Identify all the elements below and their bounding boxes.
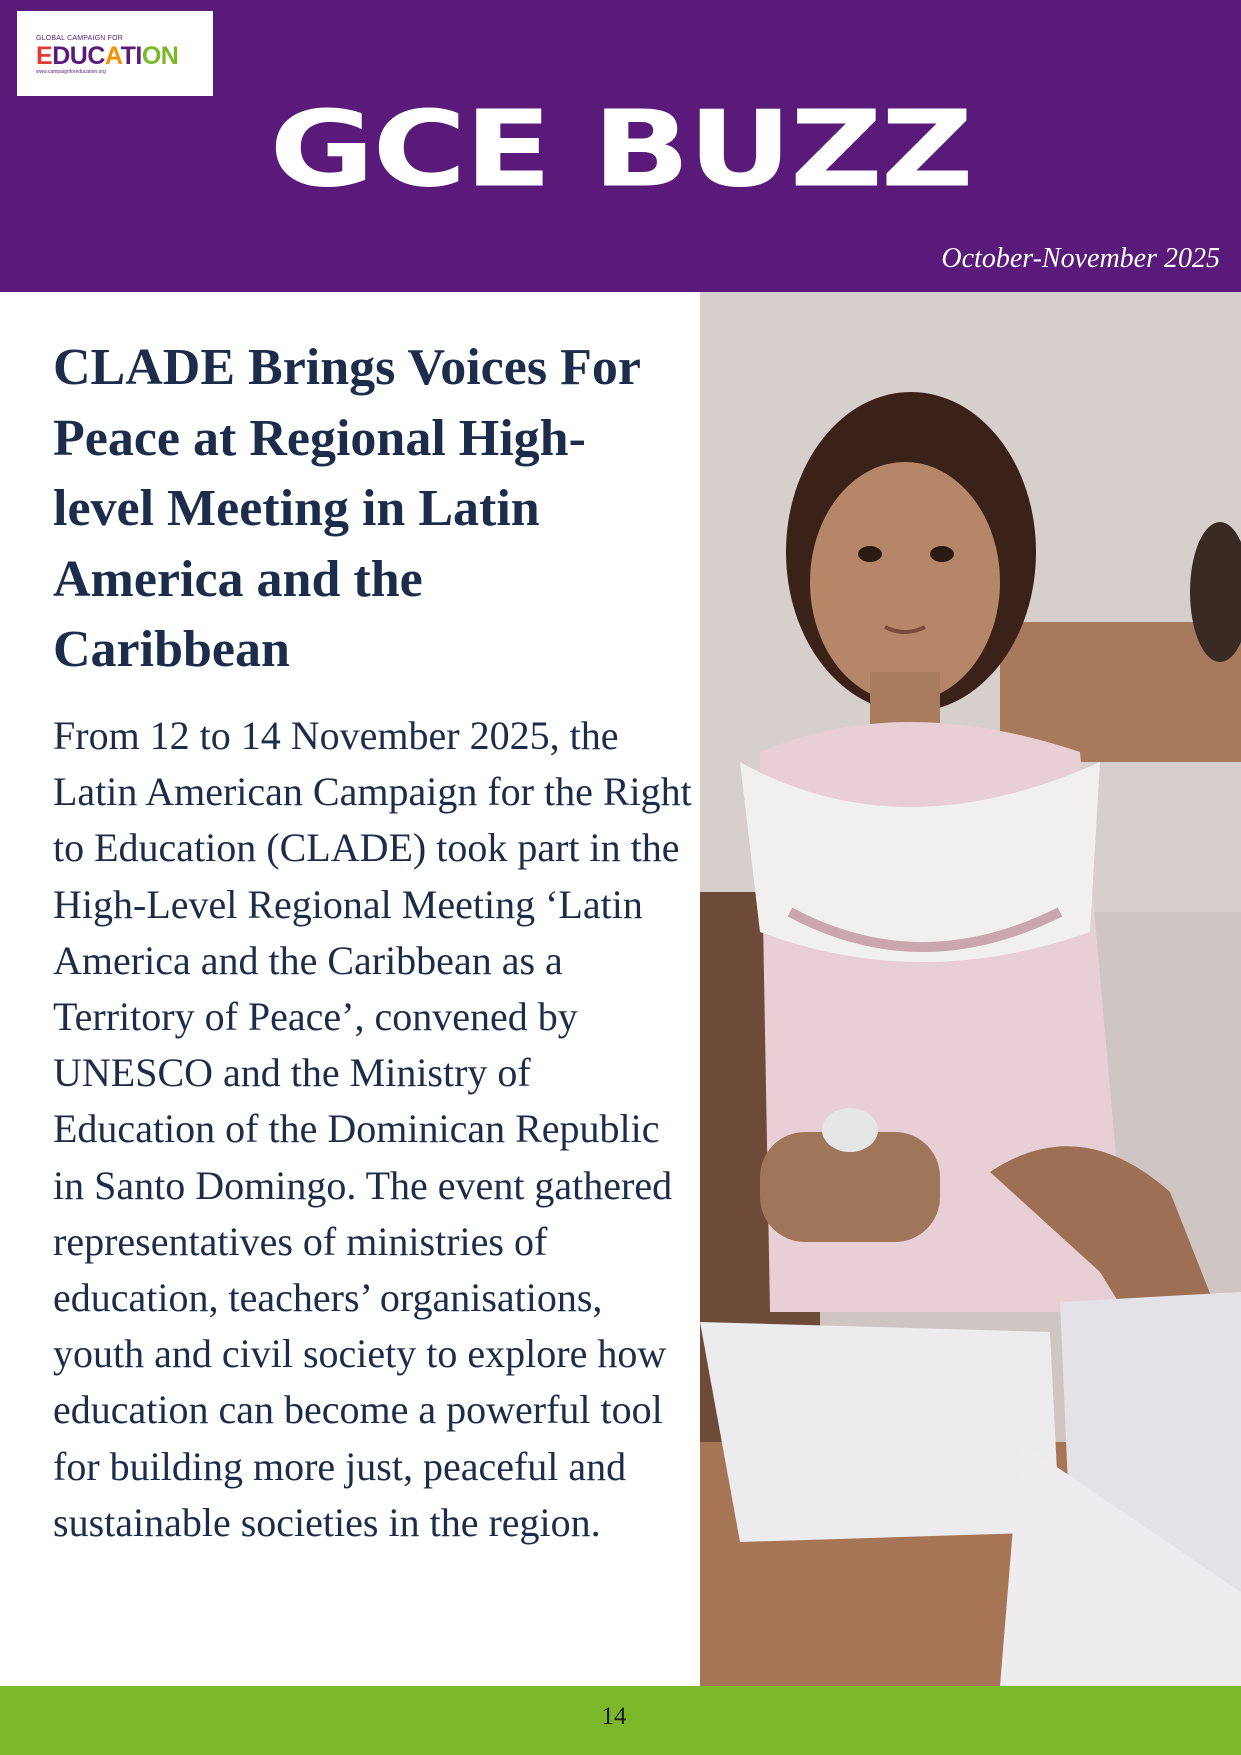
issue-date: October-November 2025 <box>941 243 1220 274</box>
logo-letter: N <box>160 42 179 70</box>
logo-tagline: GLOBAL CAMPAIGN FOR <box>36 35 124 42</box>
logo-letter: T <box>120 42 136 70</box>
logo-letter: A <box>104 42 121 70</box>
logo-letter: C <box>87 42 105 70</box>
article-headline: CLADE Brings Voices For Peace at Regional High-level Meeting in Latin America and the Caribbean <box>53 339 640 678</box>
article-photo <box>700 292 1241 1686</box>
logo-letter: E <box>36 42 53 70</box>
page-number: 14 <box>601 1703 627 1730</box>
logo-wordmark <box>36 43 213 69</box>
gce-logo[interactable] <box>17 11 213 96</box>
logo-letter: O <box>141 42 161 70</box>
logo-letter: U <box>69 42 88 70</box>
logo-letter: I <box>135 42 142 70</box>
logo-url: www.campaignforeducation.org <box>36 69 106 75</box>
logo-letter: D <box>52 42 70 70</box>
newsletter-title: GCE BUZZ <box>269 88 972 211</box>
masthead-banner <box>0 0 1241 292</box>
article-body: From 12 to 14 November 2025, the Latin American Campaign for the Right to Education (CLADE) took part in the High-Level Regional Meeting ‘Latin America and the Caribbean as a Territory of Peace’, convened by UNESCO and the Ministry of Education of the Dominican Republic in Santo Domingo. The event gathered representatives of ministries of education, teachers’ organisations, youth and civil society to explore how education can become a powerful tool for building more just, peaceful and sustainable societies in the region. <box>53 713 692 1545</box>
